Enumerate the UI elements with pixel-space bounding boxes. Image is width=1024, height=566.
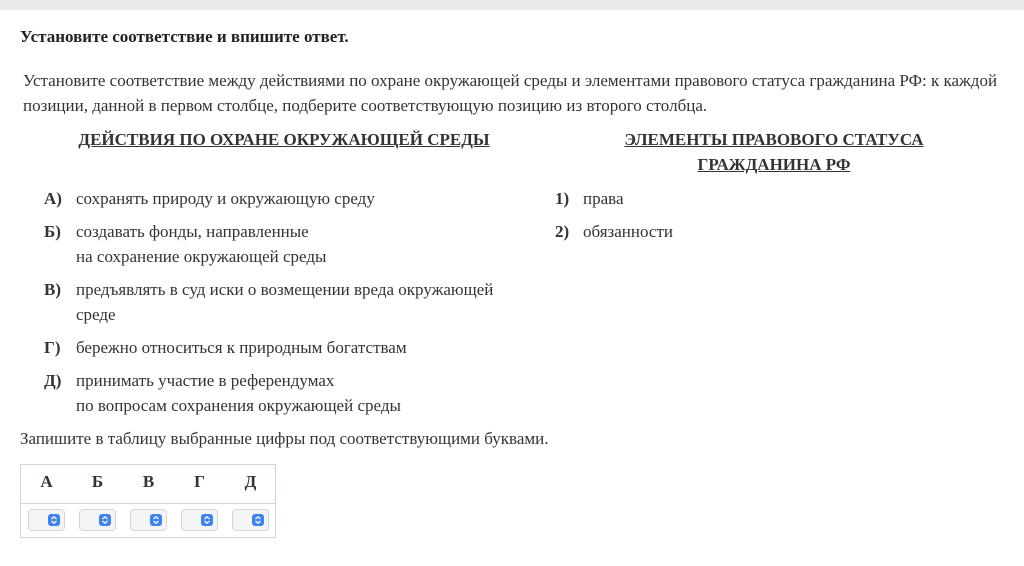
header-a: А: [40, 472, 53, 491]
left-item-text: предъявлять в суд иски о возмещении вреда окружающей среде: [76, 280, 494, 324]
table-instruction: Запишите в таблицу выбранные цифры под соответствующими буквами.: [20, 429, 549, 448]
left-item-key: В): [44, 280, 61, 299]
left-item-b: [44, 219, 326, 269]
left-item-g: [44, 335, 407, 360]
up-down-chevron-icon: [252, 514, 264, 526]
left-item-text: принимать участие в референдумах по вопросам сохранения окружающей среды: [76, 371, 401, 415]
up-down-chevron-icon: [99, 514, 111, 526]
right-item-2: [555, 219, 673, 244]
left-column-title: ДЕЙСТВИЯ ПО ОХРАНЕ ОКРУЖАЮЩЕЙ СРЕДЫ: [78, 130, 490, 149]
up-down-chevron-icon: [150, 514, 162, 526]
left-item-d: [44, 368, 401, 418]
left-item-text: создавать фонды, направленные на сохранение окружающей среды: [76, 222, 327, 266]
header-b: Б: [91, 472, 104, 491]
left-item-key: Г): [44, 338, 61, 357]
answer-select-d[interactable]: [232, 509, 269, 531]
right-item-text: обязанности: [583, 222, 673, 241]
answer-select-b[interactable]: [79, 509, 116, 531]
top-bar: [0, 0, 1024, 10]
header-d: Д: [244, 472, 257, 491]
task-prompt: Установите соответствие между действиями по охране окружающей среды и элементами правового статуса гражданина РФ: к каждой позиции, данной в первом столбце, подберите соответствующую позицию из второго столбца.: [23, 71, 998, 115]
left-item-key: Д): [44, 371, 62, 390]
answer-select-v[interactable]: [130, 509, 167, 531]
left-item-text: бережно относиться к природным богатствам: [76, 338, 407, 357]
up-down-chevron-icon: [201, 514, 213, 526]
answer-select-g[interactable]: [181, 509, 218, 531]
right-item-key: 2): [555, 222, 570, 241]
right-column-title: ЭЛЕМЕНТЫ ПРАВОВОГО СТАТУСА ГРАЖДАНИНА РФ: [624, 130, 924, 174]
left-item-text: сохранять природу и окружающую среду: [76, 189, 375, 208]
answer-select-a[interactable]: [28, 509, 65, 531]
up-down-chevron-icon: [48, 514, 60, 526]
right-item-1: [555, 186, 624, 211]
left-item-key: Б): [44, 222, 61, 241]
task-heading: Установите соответствие и впишите ответ.: [20, 27, 349, 46]
answer-table-header: [21, 465, 275, 504]
right-item-text: права: [583, 189, 624, 208]
header-g: Г: [194, 472, 205, 491]
header-v: В: [142, 472, 155, 491]
left-item-key: А): [44, 189, 62, 208]
left-item-v: [44, 277, 493, 327]
answer-table: [20, 464, 276, 538]
left-item-a: [44, 186, 375, 211]
right-item-key: 1): [555, 189, 570, 208]
